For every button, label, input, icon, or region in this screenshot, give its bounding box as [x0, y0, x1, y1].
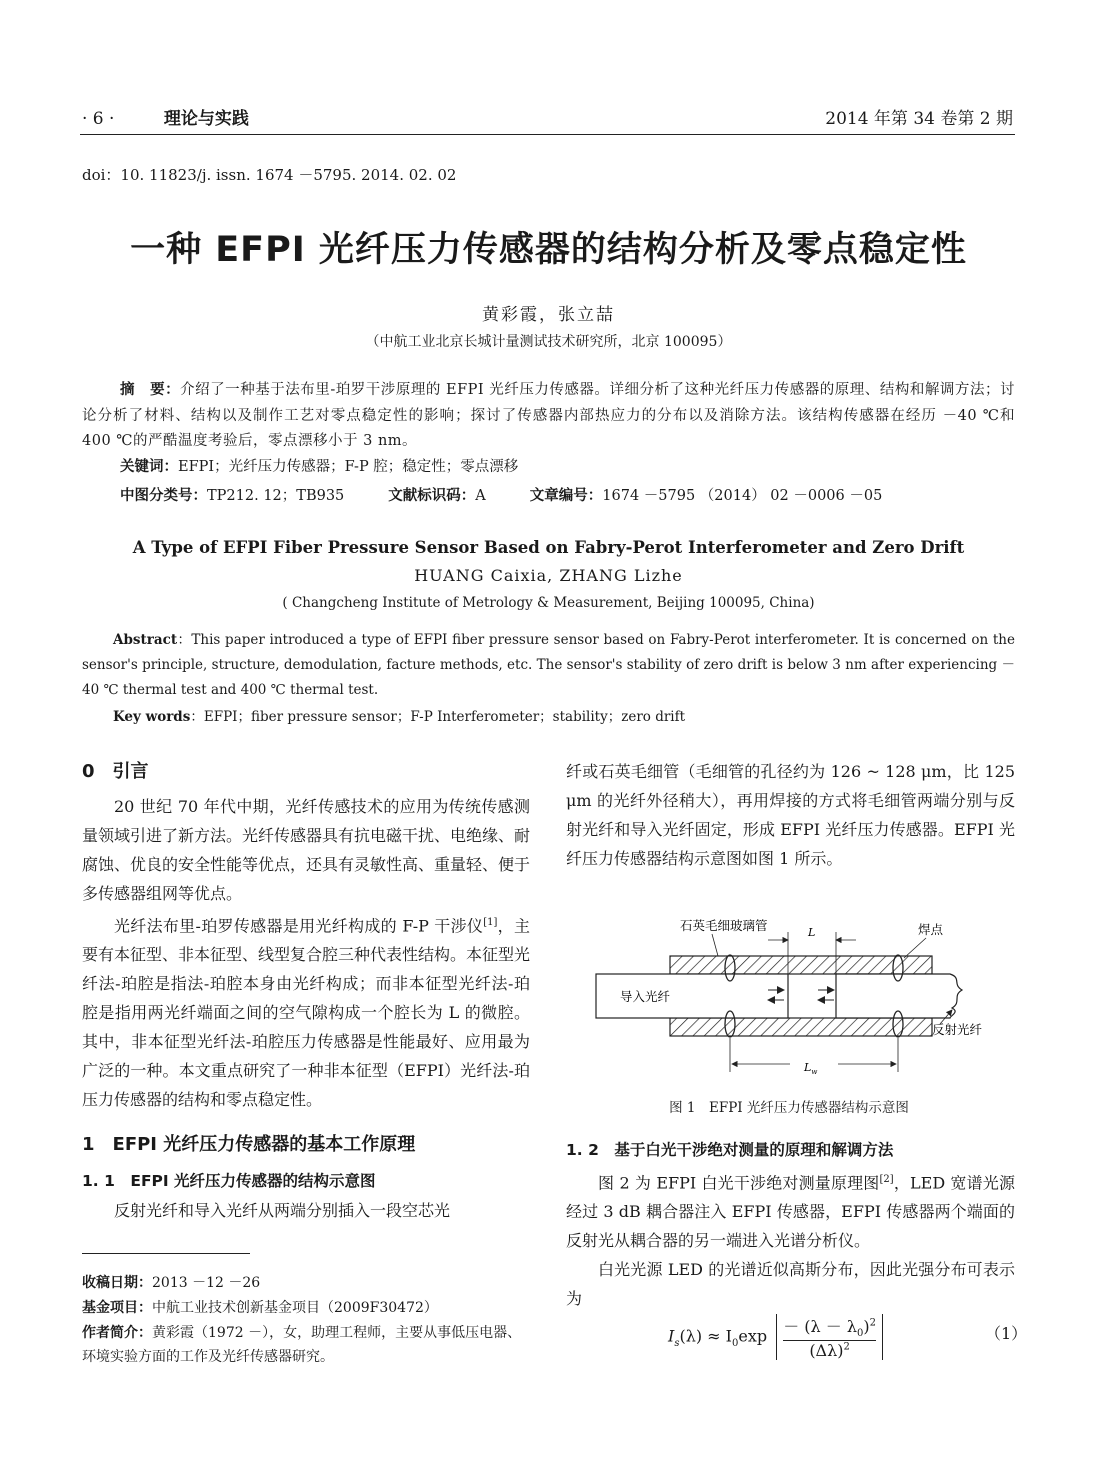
english-abstract	[82, 628, 1015, 703]
issue-info: 2014 年第 34 卷第 2 期	[825, 109, 1013, 129]
subsection-1-2-heading: 1. 2 基于白光干涉绝对测量的原理和解调方法	[566, 1141, 894, 1159]
authors: 黄彩霞，张立喆	[482, 305, 615, 325]
page-number: · 6 ·	[82, 109, 115, 129]
figure-1-diagram	[590, 912, 1010, 1084]
leader-weld	[904, 938, 926, 958]
footnote-rule	[82, 1253, 250, 1254]
clc-value: TP212. 12；TB935	[207, 488, 345, 504]
subsection-1-1-heading: 1. 1 EFPI 光纤压力传感器的结构示意图	[82, 1172, 376, 1191]
equation-number: （1）	[985, 1324, 1028, 1343]
english-keywords-text: ：EFPI；fiber pressure sensor；F-P Interferometer；stability；zero drift	[190, 709, 686, 725]
fund-text: 中航工业技术创新基金项目（2009F30472）	[152, 1300, 438, 1316]
english-affiliation: ( Changcheng Institute of Metrology & Measurement, Beijing 100095, China)	[282, 595, 815, 611]
classification-line	[120, 484, 1020, 505]
eq-I: I	[668, 1326, 675, 1346]
english-authors: HUANG Caixia, ZHANG Lizhe	[414, 566, 683, 585]
s12-p1-text-a: 图 2 为 EFPI 白光干涉绝对测量原理图	[598, 1173, 880, 1193]
eq-fraction: $\frac{- (\lambda - \lambda_0)^2}{(\Delta\lambda)^2}$	[776, 1314, 883, 1360]
footnote-bio	[82, 1321, 530, 1369]
equation-1	[668, 1314, 883, 1360]
figure-1-caption: 图 1 EFPI 光纤压力传感器结构示意图	[669, 1100, 909, 1116]
section-1-heading: 1 EFPI 光纤压力传感器的基本工作原理	[82, 1134, 416, 1156]
eq-exp: exp	[738, 1326, 768, 1346]
doi: doi：10. 11823/j. issn. 1674 －5795. 2014. 02. 02	[82, 166, 457, 184]
citation-1: [1]	[483, 917, 498, 928]
citation-2: [2]	[879, 1174, 894, 1185]
footnote-received	[82, 1271, 530, 1295]
affiliation: （中航工业北京长城计量测试技术研究所，北京 100095）	[365, 334, 732, 350]
abstract-label: 摘 要：	[120, 382, 181, 398]
left-column	[82, 757, 530, 1225]
keywords-label: 关键词：	[120, 459, 178, 475]
eq-I-sub: s	[674, 1337, 680, 1349]
label-capillary-tube: 石英毛细玻璃管	[680, 918, 768, 933]
intro-p2-text-a: 光纤法布里-珀罗传感器是用光纤构成的 F-P 干涉仪	[114, 916, 484, 936]
label-weld-point: 焊点	[918, 922, 944, 937]
english-abstract-label: Abstract	[113, 632, 178, 648]
eq-I0-sub: 0	[732, 1337, 739, 1349]
footnote-fund	[82, 1296, 530, 1320]
section-1-1-paragraph-cont: 纤或石英毛细管（毛细管的孔径约为 126 ~ 128 μm，比 125 μm 的光纤外径稍大），再用焊接的方式将毛细管两端分别与反射光纤和导入光纤固定，形成 EFPI 光纤压力传感器。EFPI 光纤压力传感器结构示意图如图 1 所示。	[566, 762, 1015, 868]
leader-tube	[712, 934, 718, 956]
abstract-text: 介绍了一种基于法布里-珀罗干涉原理的 EFPI 光纤压力传感器。详细分析了这种光纤压力传感器的原理、结构和解调方法；讨论分析了材料、结构以及制作工艺对零点稳定性的影响；探讨了传感器内部热应力的分布以及消除方法。该结构传感器在经历 －40 ℃和 400 ℃的严酷温度考验后，零点漂移小于 3 nm。	[82, 382, 1015, 449]
intro-paragraph-1: 20 世纪 70 年代中期，光纤传感技术的应用为传统传感测量领域引进了新方法。光纤传感器具有抗电磁干扰、电绝缘、耐腐蚀、优良的安全性能等优点，还具有灵敏性高、重量轻、便于多传感器组网等优点。	[82, 797, 531, 903]
article-label: 文章编号：	[529, 488, 603, 504]
intro-p2-text-b: ，主要有本征型、非本征型、线型复合腔三种代表性结构。本征型光纤法-珀腔是指法-珀腔本身由光纤构成；而非本征型光纤法-珀腔是指用两光纤端面之间的空气隙构成一个腔长为 L 的微腔。其中，非本征型光纤法-珀腔压力传感器是性能最好、应用最为广泛的一种。本文重点研究了一种非本征型（EFPI）光纤法-珀压力传感器的结构和零点稳定性。	[82, 916, 531, 1110]
bio-text: 黄彩霞（1972 －），女，助理工程师，主要从事低压电器、环境实验方面的工作及光纤传感器研究。	[82, 1325, 522, 1365]
english-abstract-text: ：This paper introduced a type of EFPI fiber pressure sensor based on Fabry-Perot interferometer. It is concerned on the sensor's principle, structure, demodulation, facture methods, etc. The sensor's stability of zero drift is below 3 nm after experiencing －40 ℃ thermal test and 400 ℃ thermal test.	[82, 632, 1015, 698]
eq-mid: (λ) ≈ I	[679, 1326, 732, 1346]
label-L: L	[808, 926, 816, 939]
section-0-heading: 0 引言	[82, 761, 149, 782]
label-reflecting-fiber: 反射光纤	[932, 1022, 983, 1037]
received-label: 收稿日期：	[82, 1275, 152, 1291]
keywords-cn	[120, 455, 518, 476]
article-value: 1674 －5795 （2014） 02 －0006 －05	[602, 488, 883, 504]
header-rule	[80, 134, 1015, 135]
section-1-2-paragraph-1	[566, 1165, 1015, 1255]
english-keywords	[113, 705, 685, 725]
doc-value: A	[475, 488, 486, 504]
doc-label: 文献标识码：	[388, 488, 476, 504]
running-header-left	[82, 104, 249, 129]
section-1-1-paragraph: 反射光纤和导入光纤从两端分别插入一段空芯光	[114, 1201, 451, 1221]
label-Lw: $L_w$	[804, 1061, 818, 1076]
intro-paragraph-2	[82, 908, 530, 1114]
english-title: A Type of EFPI Fiber Pressure Sensor Based on Fabry-Perot Interferometer and Zero Drift	[132, 538, 965, 557]
label-input-fiber: 导入光纤	[620, 989, 671, 1004]
right-column-top	[566, 757, 1015, 873]
bio-label: 作者简介：	[82, 1325, 152, 1341]
s12-p1-text-b: ，LED 宽谱光源经过 3 dB 耦合器注入 EFPI 传感器，EFPI 传感器两个端面的反射光从耦合器的另一端进入光谱分析仪。	[566, 1173, 1015, 1251]
right-column-bottom	[566, 1136, 1015, 1313]
paper-title: 一种 EFPI 光纤压力传感器的结构分析及零点稳定性	[130, 230, 967, 270]
section-name: 理论与实践	[163, 109, 249, 129]
clc-label: 中图分类号：	[120, 488, 207, 504]
english-keywords-label: Key words	[113, 709, 191, 725]
received-date: 2013 －12 －26	[152, 1275, 261, 1291]
abstract-cn	[82, 378, 1015, 455]
fund-label: 基金项目：	[82, 1300, 152, 1316]
keywords-text: EFPI；光纤压力传感器；F-P 腔；稳定性；零点漂移	[178, 459, 519, 475]
section-1-2-paragraph-2: 白光光源 LED 的光谱近似高斯分布，因此光强分布可表示为	[566, 1260, 1015, 1309]
